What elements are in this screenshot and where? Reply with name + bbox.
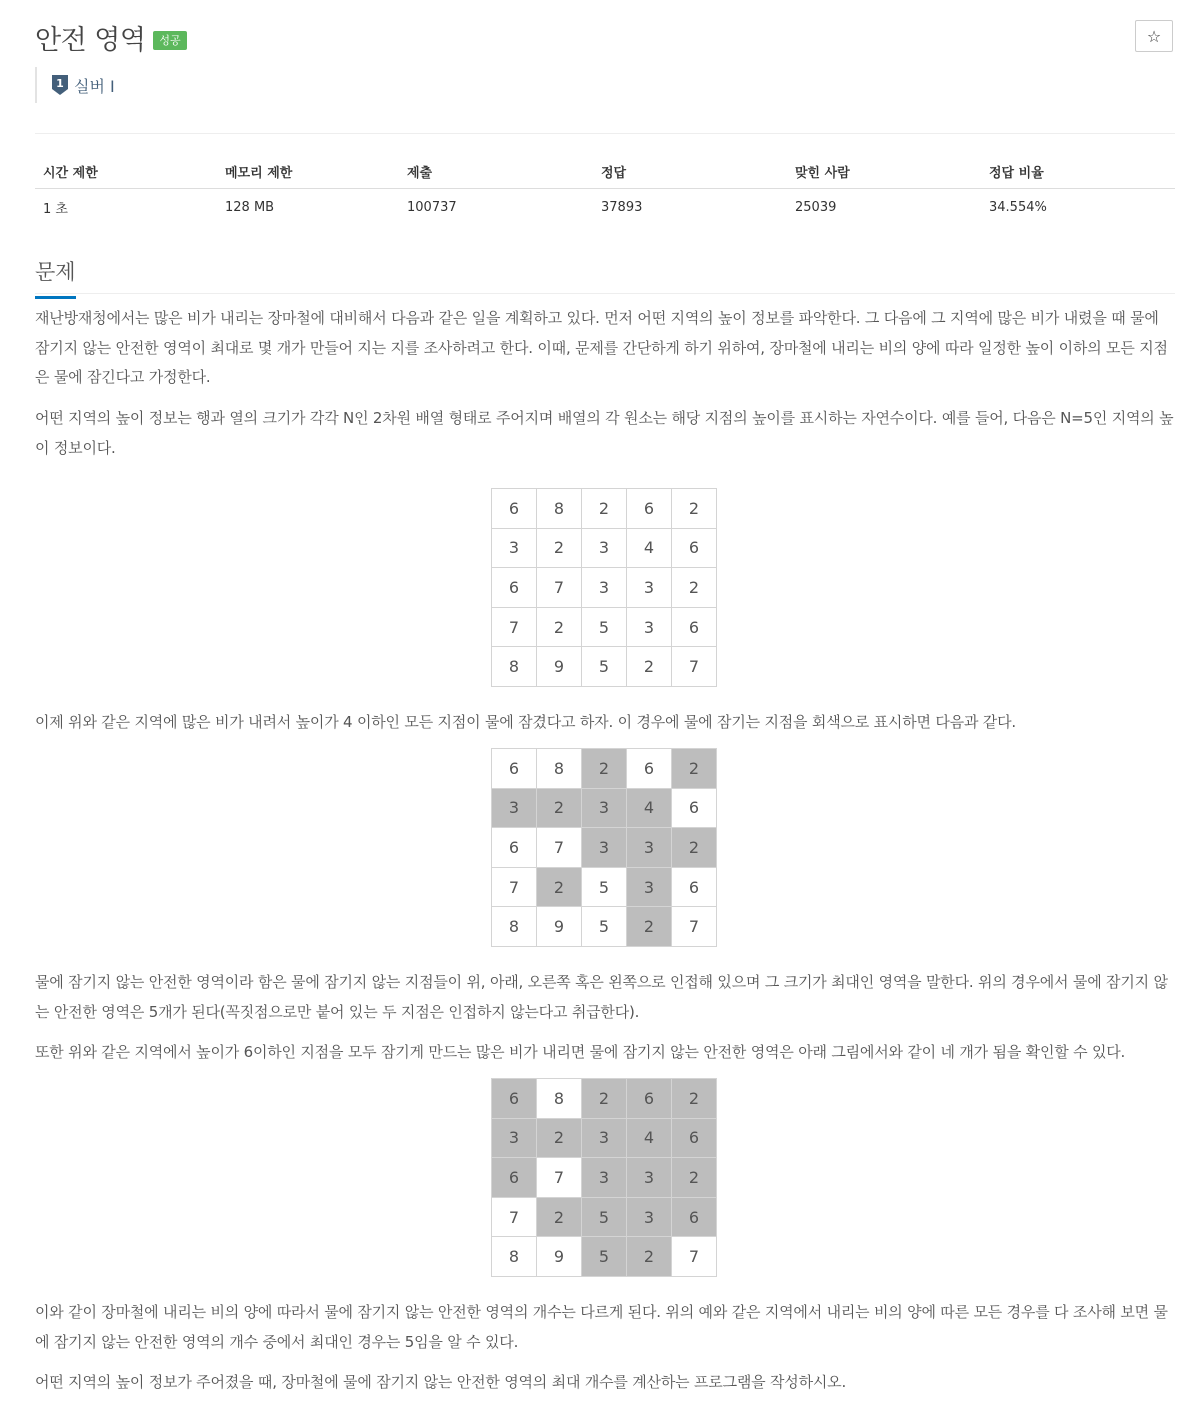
grid-cell: 7 bbox=[492, 867, 537, 907]
problem-paragraph: 어떤 지역의 높이 정보는 행과 열의 크기가 각각 N인 2차원 배열 형태로 주어지며 배열의 각 원소는 해당 지점의 높이를 표시하는 자연수이다. 예를 들어, 다음은 N=5인 지역의 높이 정보이다. bbox=[35, 409, 1174, 457]
height-grid bbox=[491, 488, 717, 687]
problem-paragraph: 이제 위와 같은 지역에 많은 비가 내려서 높이가 4 이하인 모든 지점이 물에 잠겼다고 하자. 이 경우에 물에 잠기는 지점을 회색으로 표시하면 다음과 같다. bbox=[35, 713, 1016, 731]
grid-cell-flooded: 6 bbox=[672, 1118, 717, 1158]
grid-cell-flooded: 2 bbox=[672, 1158, 717, 1198]
grid-row bbox=[492, 867, 717, 907]
grid-row bbox=[492, 528, 717, 568]
star-icon: ☆ bbox=[1146, 26, 1162, 46]
grid-cell-flooded: 2 bbox=[672, 1079, 717, 1119]
grid-row bbox=[492, 1237, 717, 1277]
grid-row bbox=[492, 788, 717, 828]
grid-cell-flooded: 3 bbox=[627, 1158, 672, 1198]
grid-cell-flooded: 6 bbox=[672, 1197, 717, 1237]
height-grid-flooded-4 bbox=[491, 748, 717, 947]
problem-paragraph: 어떤 지역의 높이 정보가 주어졌을 때, 장마철에 물에 잠기지 않는 안전한 영역의 최대 개수를 계산하는 프로그램을 작성하시오. bbox=[35, 1373, 847, 1391]
grid-cell: 2 bbox=[582, 489, 627, 529]
problem-paragraph: 또한 위와 같은 지역에서 높이가 6이하인 지점을 모두 잠기게 만드는 많은 비가 내리면 물에 잠기지 않는 안전한 영역은 아래 그림에서와 같이 네 개가 됨을 확인할 수 있다. bbox=[35, 1043, 1126, 1061]
grid-cell: 7 bbox=[537, 1158, 582, 1198]
grid-cell: 2 bbox=[672, 568, 717, 608]
grid-cell: 6 bbox=[672, 867, 717, 907]
grid-cell-flooded: 3 bbox=[582, 828, 627, 868]
grid-cell: 7 bbox=[537, 568, 582, 608]
svg-text:1: 1 bbox=[56, 77, 64, 90]
grid-cell: 7 bbox=[672, 647, 717, 687]
grid-cell-flooded: 3 bbox=[492, 788, 537, 828]
grid-cell-flooded: 4 bbox=[627, 1118, 672, 1158]
grid-cell: 8 bbox=[537, 1079, 582, 1119]
grid-cell-flooded: 2 bbox=[582, 749, 627, 789]
header-submissions: 제출 bbox=[407, 166, 433, 181]
grid-cell: 8 bbox=[492, 907, 537, 947]
grid-row bbox=[492, 1118, 717, 1158]
grid-cell: 6 bbox=[672, 788, 717, 828]
grid-row bbox=[492, 1158, 717, 1198]
grid-cell: 6 bbox=[672, 607, 717, 647]
header-solvers: 맞힌 사람 bbox=[795, 166, 850, 181]
problem-paragraph: 이와 같이 장마철에 내리는 비의 양에 따라서 물에 잠기지 않는 안전한 영역의 개수는 다르게 된다. 위의 예와 같은 지역에서 내리는 비의 양에 따른 모든 경우를 다 조사해 보면 물에 잠기지 않는 안전한 영역의 개수 중에서 최대인 경우는 5임을 알 수 있다. bbox=[35, 1303, 1168, 1351]
tier-label[interactable]: 실버 I bbox=[74, 76, 115, 96]
grid-cell: 2 bbox=[537, 528, 582, 568]
grid-cell: 6 bbox=[492, 568, 537, 608]
status-badge: 성공 bbox=[153, 31, 186, 50]
grid-cell-flooded: 3 bbox=[627, 867, 672, 907]
grid-cell: 2 bbox=[672, 489, 717, 529]
grid-cell-flooded: 2 bbox=[672, 749, 717, 789]
value-time-limit: 1 초 bbox=[43, 201, 68, 217]
grid-cell: 8 bbox=[537, 489, 582, 529]
grid-cell: 7 bbox=[672, 1237, 717, 1277]
grid-cell-flooded: 2 bbox=[672, 828, 717, 868]
grid-cell: 6 bbox=[492, 749, 537, 789]
grid-cell-flooded: 3 bbox=[582, 788, 627, 828]
grid-cell: 8 bbox=[537, 749, 582, 789]
grid-cell: 6 bbox=[672, 528, 717, 568]
grid-cell: 7 bbox=[492, 607, 537, 647]
grid-cell: 3 bbox=[627, 568, 672, 608]
grid-cell-flooded: 2 bbox=[537, 1118, 582, 1158]
header-ratio: 정답 비율 bbox=[989, 166, 1044, 181]
value-ratio: 34.554% bbox=[989, 199, 1047, 215]
header-accepted: 정답 bbox=[601, 166, 627, 181]
grid-cell: 9 bbox=[537, 647, 582, 687]
grid-cell: 3 bbox=[582, 568, 627, 608]
grid-cell-flooded: 4 bbox=[627, 788, 672, 828]
problem-paragraph: 재난방재청에서는 많은 비가 내리는 장마철에 대비해서 다음과 같은 일을 계획하고 있다. 먼저 어떤 지역의 높이 정보를 파악한다. 그 다음에 그 지역에 많은 비가 내렸을 때 물에 잠기지 않는 안전한 영역이 최대로 몇 개가 만들어 지는 지를 조사하려고 한다. 이때, 문제를 간단하게 하기 위하여, 장마철에 내리는 비의 양에 따라 일정한 높이 이하의 모든 지점은 물에 잠긴다고 가정한다. bbox=[35, 309, 1168, 386]
grid-cell-flooded: 3 bbox=[627, 828, 672, 868]
problem-title: 안전 영역 bbox=[35, 25, 146, 56]
grid-cell: 5 bbox=[582, 867, 627, 907]
grid-cell-flooded: 6 bbox=[492, 1158, 537, 1198]
grid-cell: 6 bbox=[627, 489, 672, 529]
grid-cell: 2 bbox=[627, 647, 672, 687]
problem-info-table bbox=[35, 155, 1175, 225]
value-accepted: 37893 bbox=[601, 199, 643, 215]
grid-cell-flooded: 6 bbox=[627, 1079, 672, 1119]
grid-cell-flooded: 2 bbox=[537, 867, 582, 907]
title-row bbox=[35, 18, 187, 57]
grid-cell-flooded: 2 bbox=[627, 907, 672, 947]
grid-cell-flooded: 3 bbox=[582, 1158, 627, 1198]
grid-cell-flooded: 3 bbox=[582, 1118, 627, 1158]
grid-cell: 8 bbox=[492, 647, 537, 687]
height-grid-flooded-6 bbox=[491, 1078, 717, 1277]
grid-cell: 3 bbox=[582, 528, 627, 568]
grid-row bbox=[492, 1079, 717, 1119]
grid-cell-flooded: 2 bbox=[537, 1197, 582, 1237]
grid-cell: 9 bbox=[537, 907, 582, 947]
grid-row bbox=[492, 489, 717, 529]
tier-row bbox=[35, 67, 115, 103]
grid-cell: 6 bbox=[492, 489, 537, 529]
grid-cell: 4 bbox=[627, 528, 672, 568]
grid-cell: 9 bbox=[537, 1237, 582, 1277]
grid-row bbox=[492, 828, 717, 868]
grid-row bbox=[492, 1197, 717, 1237]
grid-cell: 7 bbox=[492, 1197, 537, 1237]
grid-cell-flooded: 2 bbox=[537, 788, 582, 828]
grid-cell-flooded: 3 bbox=[492, 1118, 537, 1158]
grid-cell: 5 bbox=[582, 907, 627, 947]
grid-cell: 3 bbox=[492, 528, 537, 568]
info-value-row bbox=[35, 189, 1175, 225]
info-header-row bbox=[35, 155, 1175, 189]
grid-cell-flooded: 3 bbox=[627, 1197, 672, 1237]
grid-cell-flooded: 5 bbox=[582, 1237, 627, 1277]
grid-row bbox=[492, 907, 717, 947]
grid-row bbox=[492, 607, 717, 647]
silver-tier-icon bbox=[51, 74, 69, 96]
value-solvers: 25039 bbox=[795, 199, 837, 215]
grid-cell-flooded: 2 bbox=[582, 1079, 627, 1119]
grid-cell-flooded: 2 bbox=[627, 1237, 672, 1277]
section-title: 문제 bbox=[35, 256, 76, 299]
header-time-limit: 시간 제한 bbox=[43, 166, 98, 181]
section-divider bbox=[35, 293, 1175, 294]
grid-cell-flooded: 5 bbox=[582, 1197, 627, 1237]
grid-row bbox=[492, 647, 717, 687]
grid-cell: 8 bbox=[492, 1237, 537, 1277]
grid-cell: 5 bbox=[582, 647, 627, 687]
grid-row bbox=[492, 568, 717, 608]
grid-cell-flooded: 6 bbox=[492, 1079, 537, 1119]
favorite-star-button[interactable] bbox=[1135, 20, 1173, 52]
grid-cell: 6 bbox=[627, 749, 672, 789]
grid-cell: 5 bbox=[582, 607, 627, 647]
divider bbox=[35, 133, 1175, 134]
grid-cell: 7 bbox=[672, 907, 717, 947]
grid-cell: 3 bbox=[627, 607, 672, 647]
value-memory-limit: 128 MB bbox=[225, 199, 275, 215]
value-submissions: 100737 bbox=[407, 199, 457, 215]
grid-cell: 6 bbox=[492, 828, 537, 868]
header-memory-limit: 메모리 제한 bbox=[225, 166, 293, 181]
grid-cell: 7 bbox=[537, 828, 582, 868]
grid-cell: 2 bbox=[537, 607, 582, 647]
grid-row bbox=[492, 749, 717, 789]
problem-paragraph: 물에 잠기지 않는 안전한 영역이라 함은 물에 잠기지 않는 지점들이 위, 아래, 오른쪽 혹은 왼쪽으로 인접해 있으며 그 크기가 최대인 영역을 말한다. 위의 경우에서 물에 잠기지 않는 안전한 영역은 5개가 된다(꼭짓점으로만 붙어 있는 두 지점은 인접하지 않는다고 취급한다). bbox=[35, 973, 1168, 1021]
